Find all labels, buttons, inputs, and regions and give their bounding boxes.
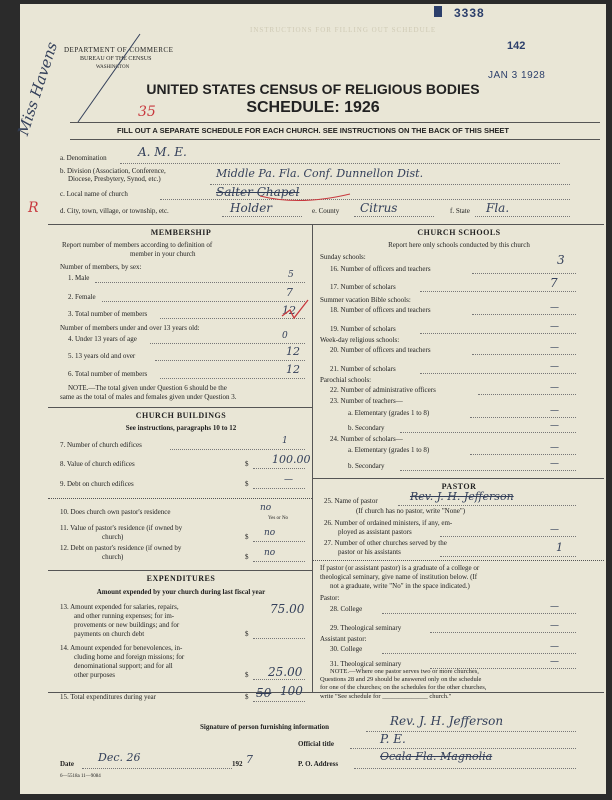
year-value: 7 xyxy=(246,753,253,766)
q12-dollar: $ xyxy=(245,553,249,561)
q14-dollar: $ xyxy=(245,671,249,679)
q18-value: — xyxy=(550,303,559,313)
q15-struck-value: 50 xyxy=(256,686,272,700)
q9-label: 9. Debt on church edifices xyxy=(60,480,134,488)
buildings-title: CHURCH BUILDINGS xyxy=(135,411,227,420)
division-label-1: b. Division (Association, Conference, xyxy=(60,167,166,175)
q30-value: — xyxy=(550,642,559,652)
q18-label: 18. Number of officers and teachers xyxy=(330,306,431,314)
q21-label: 21. Number of scholars xyxy=(330,365,396,373)
q13-label-4: payments on church debt xyxy=(74,630,145,638)
dept-line-3: WASHINGTON xyxy=(96,65,130,70)
state-value: Fla. xyxy=(486,201,510,215)
date-value: Dec. 26 xyxy=(98,751,141,764)
membership-note-2: same as the total of males and females given under Question 3. xyxy=(60,393,237,401)
year-prefix: 192 xyxy=(232,760,243,768)
q12-label-1: 12. Debt on pastor's residence (if owned by xyxy=(60,544,182,552)
faint-reverse-text: INSTRUCTIONS FOR FILLING OUT SCHEDULE xyxy=(250,26,437,34)
q10-hint: Yes or No xyxy=(268,516,289,521)
q14-label-3: denominational support; and for all xyxy=(74,662,173,670)
local-name-label: c. Local name of church xyxy=(60,190,128,198)
members-by-sex-label: Number of members, by sex: xyxy=(60,263,142,271)
schools-title: CHURCH SCHOOLS xyxy=(417,228,501,237)
q10-label: 10. Does church own pastor's residence xyxy=(60,508,171,516)
q10-value: no xyxy=(260,503,272,513)
margin-mark-r: R xyxy=(28,200,39,216)
dept-line-2: BUREAU OF THE CENSUS xyxy=(80,56,152,62)
q4-label: 4. Under 13 years of age xyxy=(68,335,137,343)
q8-dollar: $ xyxy=(245,460,249,468)
q23b-value: — xyxy=(550,421,559,431)
q25-value: Rev. J. H. Jefferson xyxy=(410,490,514,503)
q24b-label: b. Secondary xyxy=(348,462,385,470)
q14-label-1: 14. Amount expended for benevolences, in- xyxy=(60,644,183,652)
q27-label-2: pastor or his assistants xyxy=(338,548,401,556)
assistant-sub-label: Assistant pastor: xyxy=(320,635,367,643)
q6-value: 12 xyxy=(286,363,300,376)
q3-value: 12 xyxy=(282,304,296,317)
stamp-date: JAN 3 1928 xyxy=(488,70,546,81)
q15-label: 15. Total expenditures during year xyxy=(60,693,156,701)
q23-label: 23. Number of teachers— xyxy=(330,397,403,405)
q25-hint: (If church has no pastor, write "None") xyxy=(356,507,466,515)
q26-value: — xyxy=(550,525,559,535)
instruction-line: FILL OUT A SEPARATE SCHEDULE FOR EACH CHURCH. SEE INSTRUCTIONS ON THE BACK OF THIS SHEET xyxy=(117,126,509,135)
q29-label: 29. Theological seminary xyxy=(330,624,402,632)
county-value: Citrus xyxy=(360,201,398,215)
grad-note-2: theological seminary, give name of institution below. (If xyxy=(320,573,478,581)
q2-value: 7 xyxy=(286,286,293,299)
q27-value: 1 xyxy=(556,541,563,554)
q21-value: — xyxy=(550,362,559,372)
buildings-sub: See instructions, paragraphs 10 to 12 xyxy=(125,424,237,432)
q1-label: 1. Male xyxy=(68,274,90,282)
pastor-title: PASTOR xyxy=(441,482,477,491)
q28-value: — xyxy=(550,602,559,612)
q16-value: 3 xyxy=(557,253,565,267)
q13-value: 75.00 xyxy=(270,602,305,616)
q17-value: 7 xyxy=(550,276,558,290)
dept-line-1: DEPARTMENT OF COMMERCE xyxy=(64,46,174,54)
q7-label: 7. Number of church edifices xyxy=(60,441,142,449)
q23a-value: — xyxy=(550,406,559,416)
q7-value: 1 xyxy=(282,436,288,446)
q15-value: 100 xyxy=(280,684,303,698)
q16-label: 16. Number of officers and teachers xyxy=(330,265,431,273)
q9-value: — xyxy=(284,475,293,485)
pastor-note-2: Questions 28 and 29 should be answered only on the schedule xyxy=(320,676,482,683)
membership-title: MEMBERSHIP xyxy=(150,228,212,237)
q13-label-1: 13. Amount expended for salaries, repairs, xyxy=(60,603,179,611)
q24a-value: — xyxy=(550,443,559,453)
q13-label-2: and other running expenses; for im- xyxy=(74,612,175,620)
q24-label: 24. Number of scholars— xyxy=(330,435,403,443)
denomination-value: A. M. E. xyxy=(138,145,187,159)
official-title-value: P. E. xyxy=(380,732,406,746)
q4-value: 0 xyxy=(282,331,288,341)
q24b-value: — xyxy=(550,459,559,469)
age-heading: Number of members under and over 13 years old: xyxy=(60,324,200,332)
city-label: d. City, town, village, or township, etc. xyxy=(60,207,169,215)
signature-value: Rev. J. H. Jefferson xyxy=(390,714,504,728)
q12-value: no xyxy=(264,548,276,558)
parochial-label: Parochial schools: xyxy=(320,376,372,384)
stamp-serial: 3338 xyxy=(454,6,485,20)
q12-label-2: church) xyxy=(102,553,124,561)
date-label: Date xyxy=(60,760,74,768)
pen-strokes xyxy=(20,4,606,794)
q31-label: 31. Theological seminary xyxy=(330,660,402,668)
q30-label: 30. College xyxy=(330,645,363,653)
q1-value: 5 xyxy=(288,270,294,280)
q20-value: — xyxy=(550,343,559,353)
q19-label: 19. Number of scholars xyxy=(330,325,396,333)
q13-dollar: $ xyxy=(245,630,249,638)
pastor-note-1: NOTE.—Where one pastor serves two or more churches, xyxy=(330,668,479,675)
q20-label: 20. Number of officers and teachers xyxy=(330,346,431,354)
summer-label: Summer vacation Bible schools: xyxy=(320,296,411,304)
expenditures-title: EXPENDITURES xyxy=(146,574,216,583)
membership-intro-2: member in your church xyxy=(130,250,196,258)
q31-value: — xyxy=(550,657,559,667)
membership-note-1: NOTE.—The total given under Question 6 should be the xyxy=(68,384,227,392)
print-code: 6—5518a 11—9084 xyxy=(60,774,101,779)
weekday-label: Week-day religious schools: xyxy=(320,336,400,344)
q27-label-1: 27. Number of other churches served by the xyxy=(324,539,447,547)
census-schedule-page xyxy=(14,4,606,794)
pastor-sub-label: Pastor: xyxy=(320,594,340,602)
grad-note-1: If pastor (or assistant pastor) is a graduate of a college or xyxy=(320,564,480,572)
q3-label: 3. Total number of members xyxy=(68,310,148,318)
signature-label: Signature of person furnishing information xyxy=(200,723,329,731)
q13-label-3: provements or new buildings; and for xyxy=(74,621,180,629)
q8-value: 100.00 xyxy=(272,453,311,466)
division-label-2: Diocese, Presbytery, Synod, etc.) xyxy=(68,175,161,183)
schools-sub: Report here only schools conducted by this church xyxy=(388,241,530,249)
q26-label-2: ployed as assistant pastors xyxy=(338,528,412,536)
q23a-label: a. Elementary (grades 1 to 8) xyxy=(348,409,430,417)
q17-label: 17. Number of scholars xyxy=(330,283,396,291)
denomination-label: a. Denomination xyxy=(60,154,107,162)
membership-intro-1: Report number of members according to definition of xyxy=(62,241,213,249)
pastor-note-3: for one of the churches; on the schedules for the other churches, xyxy=(320,684,487,691)
q23b-label: b. Secondary xyxy=(348,424,385,432)
q11-value: no xyxy=(264,528,276,538)
q9-dollar: $ xyxy=(245,480,249,488)
q11-label-2: church) xyxy=(102,533,124,541)
q14-value: 25.00 xyxy=(268,665,303,679)
q2-label: 2. Female xyxy=(68,293,96,301)
division-value: Middle Pa. Fla. Conf. Dunnellon Dist. xyxy=(216,167,424,180)
q25-label: 25. Name of pastor xyxy=(324,497,378,505)
local-name-value: Salter Chapel xyxy=(216,185,300,199)
q19-value: — xyxy=(550,322,559,332)
stamp-number: 142 xyxy=(507,40,526,52)
q8-label: 8. Value of church edifices xyxy=(60,460,135,468)
page-number-red: 35 xyxy=(138,104,156,120)
county-label: e. County xyxy=(312,207,340,215)
q14-label-4: other purposes xyxy=(74,671,116,679)
q6-label: 6. Total number of members xyxy=(68,370,148,378)
pastor-note-4: write "See schedule for ______________ church." xyxy=(320,693,452,700)
sunday-label: Sunday schools: xyxy=(320,253,366,261)
po-address-value: Ocala Fla. Magnolia xyxy=(380,750,493,763)
q24a-label: a. Elementary (grades 1 to 8) xyxy=(348,446,430,454)
expenditures-sub: Amount expended by your church during last fiscal year xyxy=(96,588,266,596)
grad-note-3: not a graduate, write "No" in the space indicated.) xyxy=(330,582,470,590)
q11-dollar: $ xyxy=(245,533,249,541)
q29-value: — xyxy=(550,621,559,631)
q28-label: 28. College xyxy=(330,605,363,613)
state-label: f. State xyxy=(450,207,470,215)
schedule-title: SCHEDULE: 1926 xyxy=(246,99,380,116)
q11-label-1: 11. Value of pastor's residence (if owned by xyxy=(60,524,183,532)
margin-handwritten-name: Miss Havens xyxy=(14,39,62,138)
q22-value: — xyxy=(550,383,559,393)
q15-dollar: $ xyxy=(245,693,249,701)
q5-label: 5. 13 years old and over xyxy=(68,352,136,360)
official-title-label: Official title xyxy=(298,740,334,748)
q14-label-2: cluding home and foreign missions; for xyxy=(74,653,185,661)
form-title: UNITED STATES CENSUS OF RELIGIOUS BODIES xyxy=(146,81,480,97)
q26-label-1: 26. Number of ordained ministers, if any, em- xyxy=(324,519,453,527)
q5-value: 12 xyxy=(286,345,300,358)
city-value: Holder xyxy=(230,201,273,215)
po-address-label: P. O. Address xyxy=(298,760,339,768)
q22-label: 22. Number of administrative officers xyxy=(330,386,436,394)
